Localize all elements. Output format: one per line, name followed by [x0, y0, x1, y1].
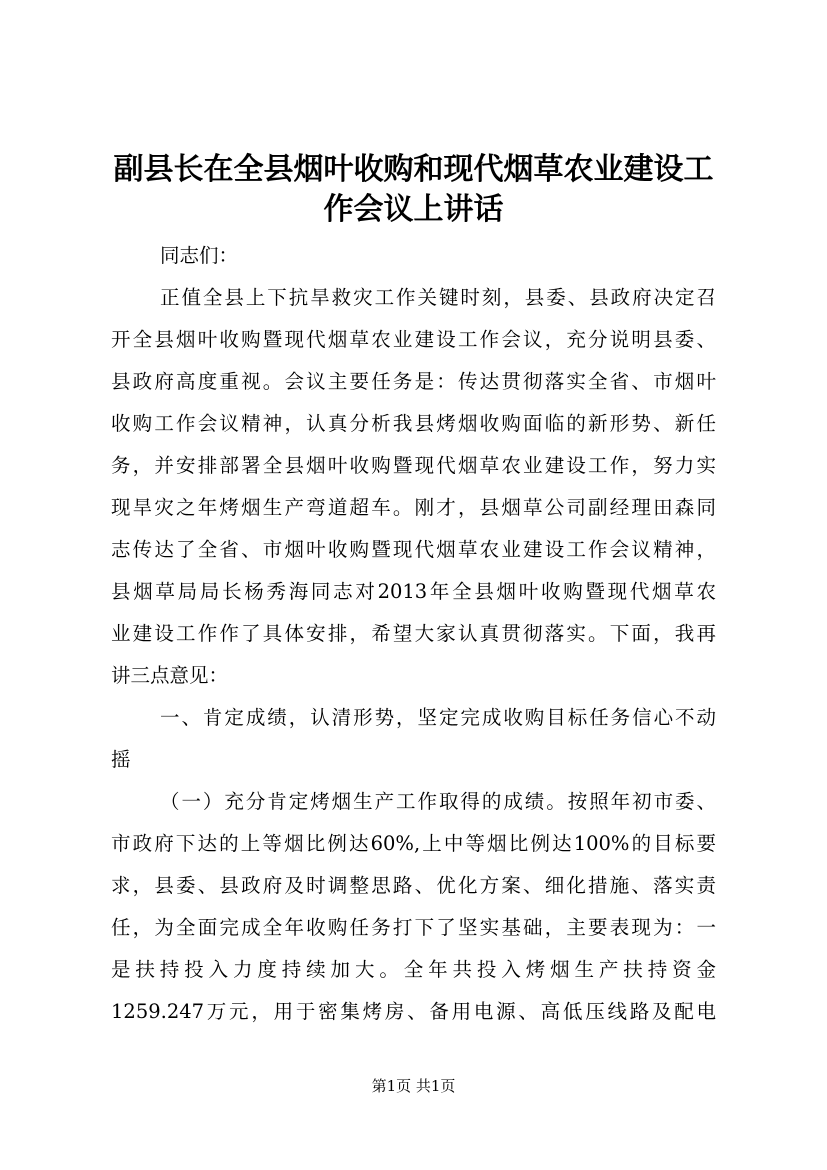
body-line: 志传达了全省、市烟叶收购暨现代烟草农业建设工作会议精神， [111, 538, 716, 561]
page-number-footer: 第1页 共1页 [371, 1077, 456, 1095]
body-line: 收购工作会议精神，认真分析我县烤烟收购面临的新形势、新任 [111, 412, 716, 435]
body-line: 现旱灾之年烤烟生产弯道超车。刚才，县烟草公司副经理田森同 [111, 496, 716, 519]
body-line: 求，县委、县政府及时调整思路、优化方案、细化措施、落实责 [111, 874, 716, 897]
body-line: 任，为全面完成全年收购任务打下了坚实基础，主要表现为：一 [111, 916, 716, 939]
document-title-line-1: 副县长在全县烟叶收购和现代烟草农业建设工 [113, 152, 714, 187]
body-line: 市政府下达的上等烟比例达60%,上中等烟比例达100%的目标要 [111, 832, 716, 855]
section-heading-line: 摇 [111, 748, 131, 771]
document-title-line-2: 作会议上讲话 [323, 192, 504, 227]
subsection-heading-line: （一）充分肯定烤烟生产工作取得的成绩。按照年初市委、 [160, 790, 716, 813]
body-line: 业建设工作作了具体安排，希望大家认真贯彻落实。下面，我再 [111, 622, 716, 645]
body-line: 开全县烟叶收购暨现代烟草农业建设工作会议，充分说明县委、 [111, 328, 716, 351]
body-line: 县烟草局局长杨秀海同志对2013年全县烟叶收购暨现代烟草农 [111, 580, 716, 603]
body-line: 是扶持投入力度持续加大。全年共投入烤烟生产扶持资金 [111, 958, 716, 981]
body-line: 县政府高度重视。会议主要任务是：传达贯彻落实全省、市烟叶 [111, 370, 716, 393]
body-line: 讲三点意见： [111, 664, 229, 687]
body-line: 1259.247万元，用于密集烤房、备用电源、高低压线路及配电 [111, 1000, 716, 1023]
salutation: 同志们： [160, 244, 239, 267]
section-heading-line: 一、肯定成绩，认清形势，坚定完成收购目标任务信心不动 [160, 706, 716, 729]
body-line: 务，并安排部署全县烟叶收购暨现代烟草农业建设工作，努力实 [111, 454, 716, 477]
body-line: 正值全县上下抗旱救灾工作关键时刻，县委、县政府决定召 [160, 286, 716, 309]
